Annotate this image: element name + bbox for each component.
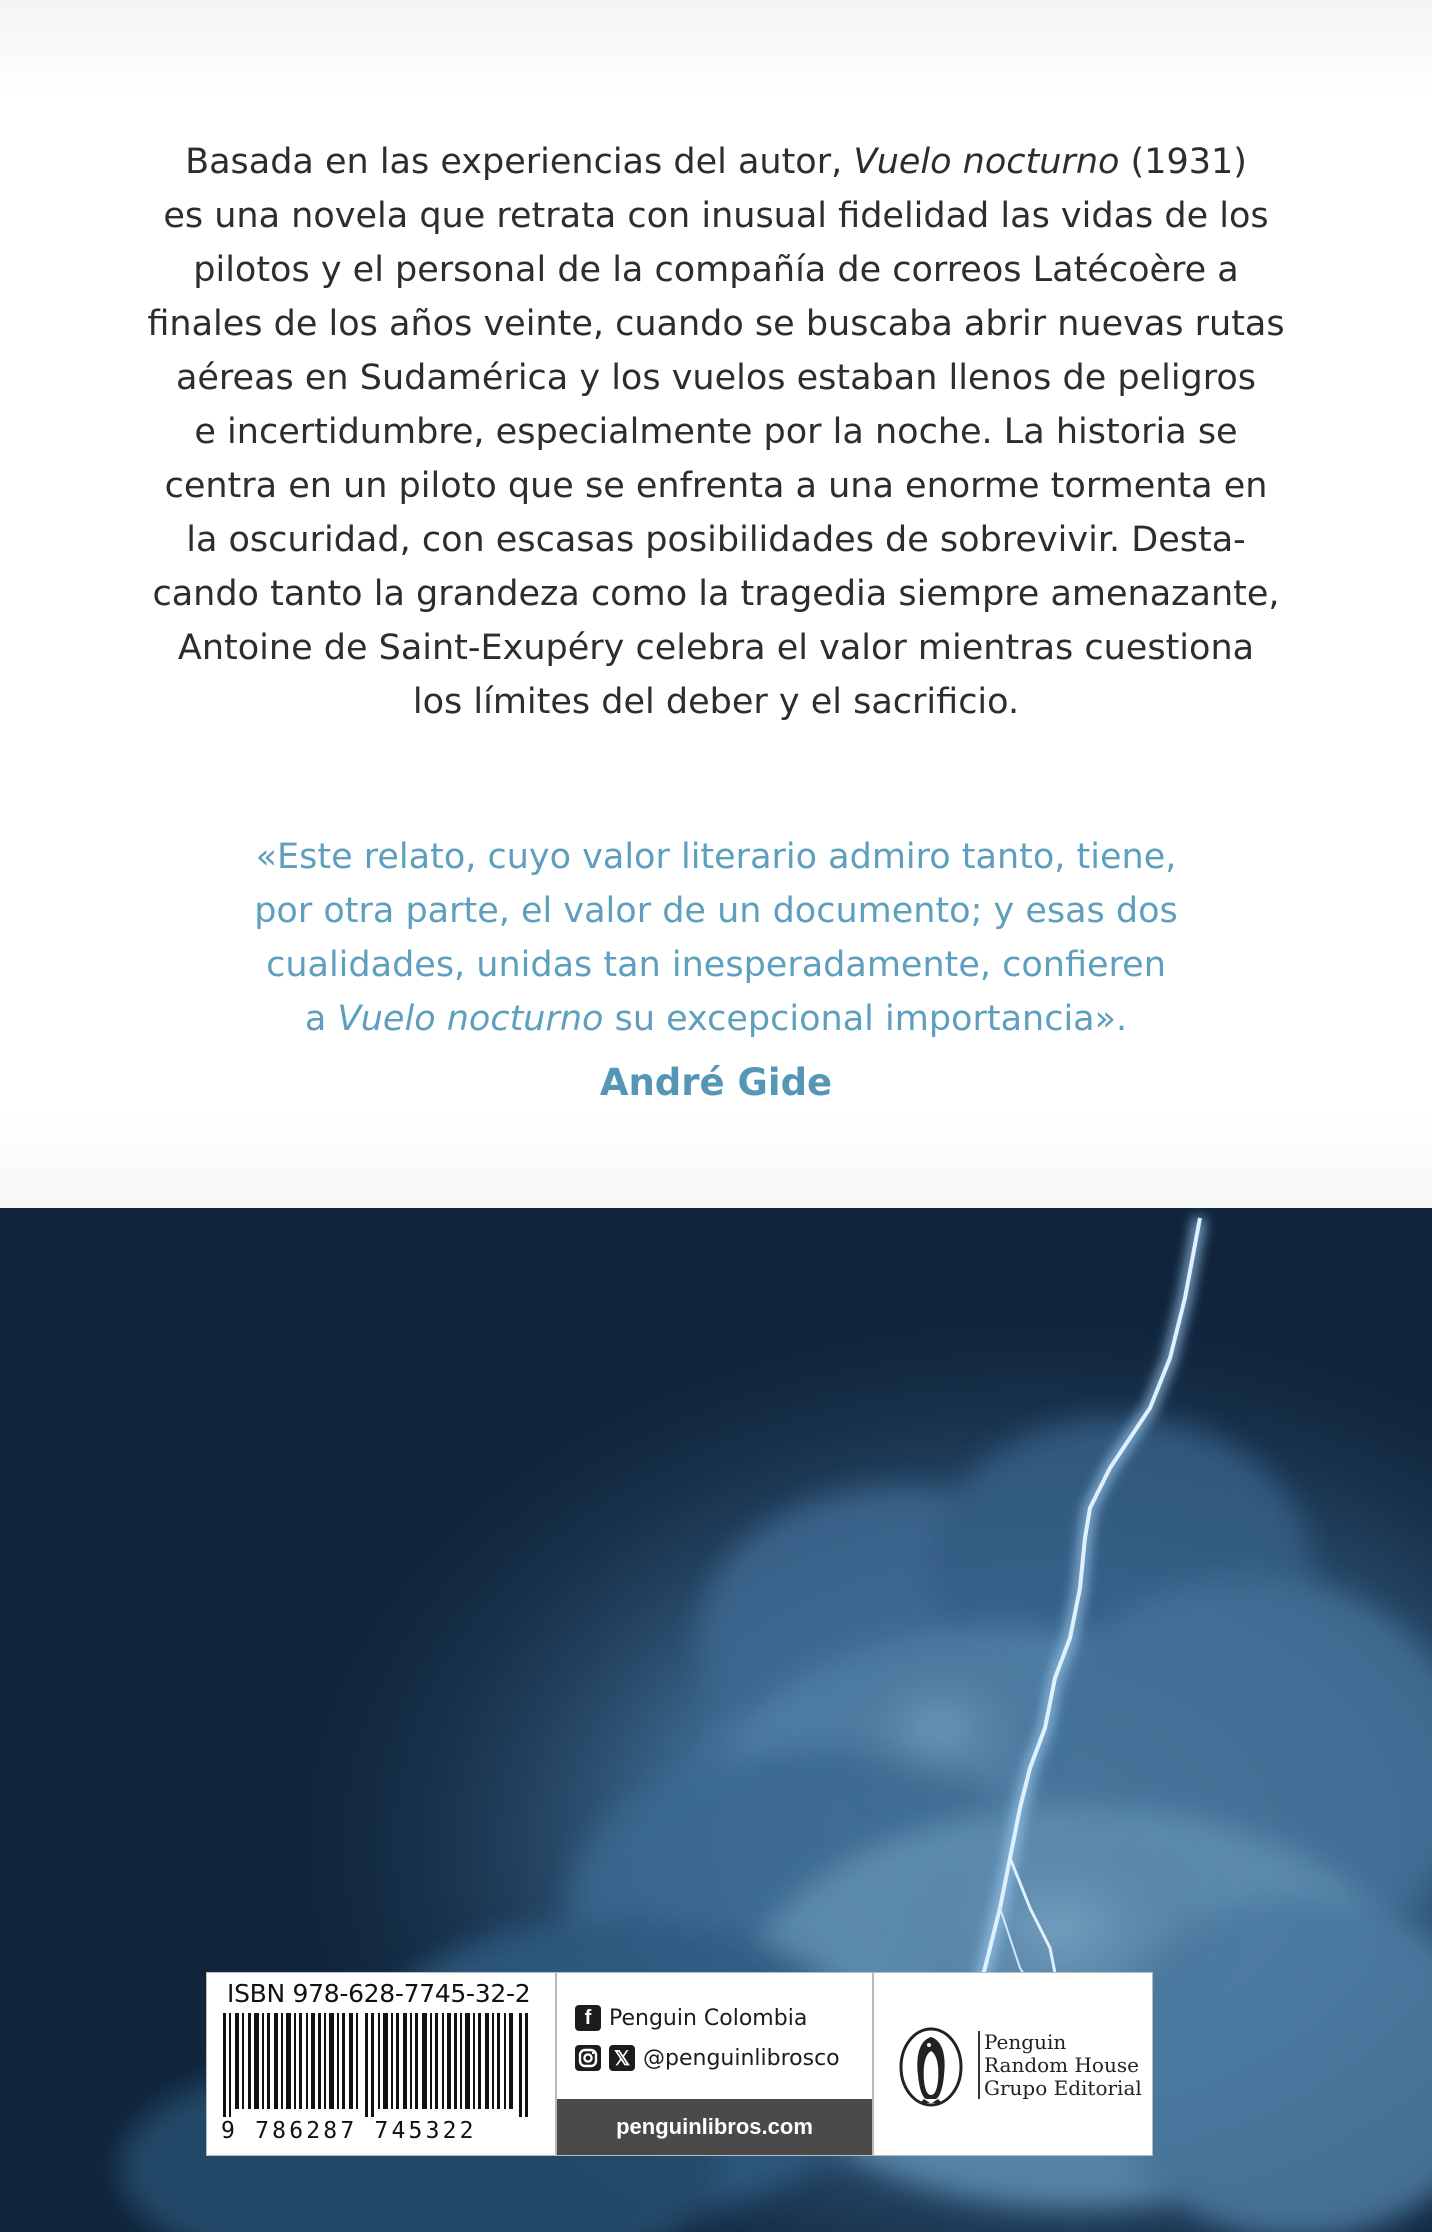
synopsis-line: cando tanto la grandeza como la tragedia siempre amenazante,: [152, 574, 1280, 614]
isbn-barcode-panel: [206, 1972, 556, 2156]
book-title-italic: Vuelo nocturno: [337, 999, 604, 1039]
blurb-quote: [140, 830, 1292, 1046]
instagram-icon: [575, 2045, 601, 2071]
publisher-line: Grupo Editorial: [984, 2076, 1142, 2100]
publisher-line: Penguin: [984, 2030, 1067, 2054]
synopsis-line-start: Basada en las experiencias del autor,: [185, 142, 854, 182]
synopsis-line: [100, 135, 1332, 189]
synopsis-line: es una novela que retrata con inusual fidelidad las vidas de los: [163, 196, 1269, 236]
quote-line-start: a: [304, 999, 338, 1039]
handle-row[interactable]: [575, 2045, 840, 2071]
book-title-italic: Vuelo nocturno: [853, 142, 1120, 182]
penguin-logo-icon: [896, 2025, 966, 2109]
facebook-icon: f: [575, 2005, 601, 2031]
x-icon: 𝕏: [609, 2045, 635, 2071]
isbn-number: ISBN 978-628-7745-32-2: [227, 1979, 531, 2008]
facebook-row[interactable]: [575, 2005, 807, 2031]
synopsis-line: la oscuridad, con escasas posibilidades de sobrevivir. Desta-: [186, 520, 1246, 560]
synopsis-line: pilotos y el personal de la compañía de correos Latécoère a: [193, 250, 1239, 290]
synopsis-line: Antoine de Saint-Exupéry celebra el valor mientras cuestiona: [177, 628, 1255, 668]
publisher-divider: [978, 2031, 980, 2099]
facebook-label: Penguin Colombia: [609, 2005, 808, 2031]
quote-line: [140, 992, 1292, 1046]
quote-line: cualidades, unidas tan inesperadamente, confieren: [266, 945, 1166, 985]
barcode-icon: [219, 2013, 543, 2117]
barcode-digits: 9 786287 745322: [221, 2118, 477, 2144]
synopsis-line-end: (1931): [1119, 142, 1247, 182]
publisher-logo-panel: [873, 1972, 1153, 2156]
publisher-line: Random House: [984, 2053, 1139, 2077]
website-link[interactable]: penguinlibros.com: [557, 2099, 872, 2155]
quote-line: «Este relato, cuyo valor literario admiro tanto, tiene,: [255, 837, 1177, 877]
synopsis-line: finales de los años veinte, cuando se buscaba abrir nuevas rutas: [147, 304, 1285, 344]
synopsis-line: los límites del deber y el sacrificio.: [412, 682, 1020, 722]
synopsis-paragraph: [100, 135, 1332, 729]
quote-line-end: su excepcional importancia».: [603, 999, 1128, 1039]
synopsis-line: aéreas en Sudamérica y los vuelos estaban llenos de peligros: [175, 358, 1257, 398]
social-media-panel: [556, 1972, 873, 2156]
quote-author: André Gide: [599, 1061, 833, 1104]
synopsis-line: e incertidumbre, especialmente por la noche. La historia se: [194, 412, 1238, 452]
quote-line: por otra parte, el valor de un documento; y esas dos: [254, 891, 1178, 931]
social-handle: @penguinlibrosco: [643, 2045, 840, 2071]
synopsis-line: centra en un piloto que se enfrenta a una enorme tormenta en: [164, 466, 1268, 506]
publisher-name: [984, 2031, 1142, 2100]
